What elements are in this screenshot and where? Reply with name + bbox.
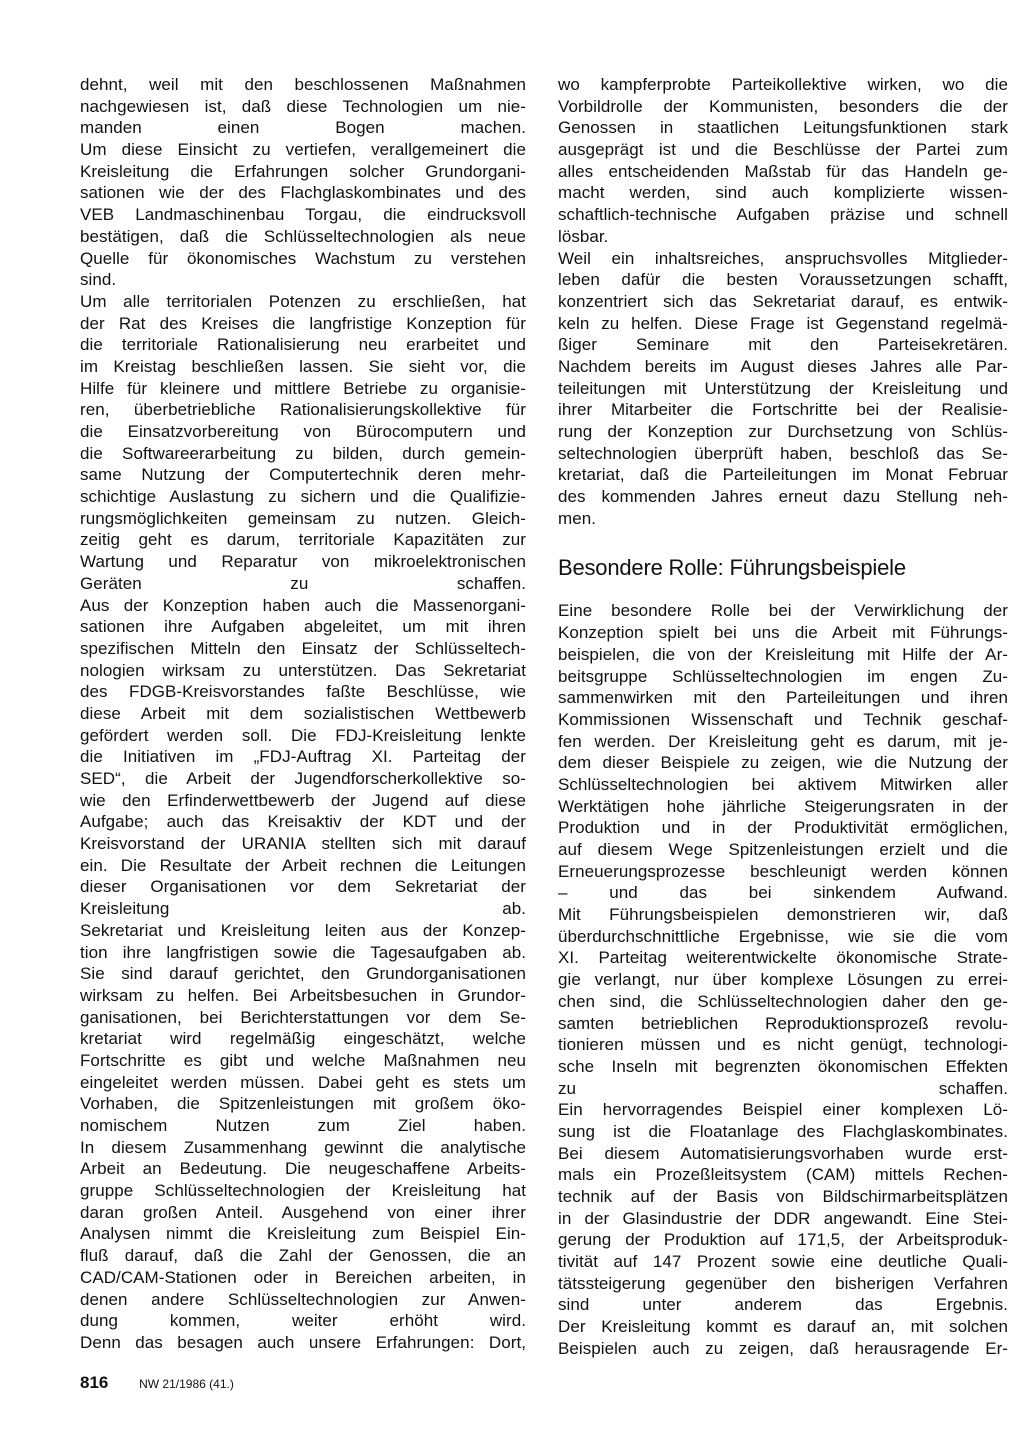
text-line: schaftlich-technische Aufgaben präzise und schnell <box>558 205 1008 225</box>
text-line: XI. Parteitag weiterentwickelte ökonomische Strate- <box>558 948 1008 968</box>
text-line: sind. <box>80 270 117 290</box>
text-line: Aufgabe; auch das Kreisaktiv der KDT und der <box>80 812 526 832</box>
text-line: der Rat des Kreises die langfristige Konzeption für <box>80 313 526 333</box>
text-line: gie verlangt, nur über komplexe Lösungen zu errei- <box>558 970 1008 990</box>
text-line: Geräten zu schaffen. <box>80 573 526 593</box>
text-line: men. <box>558 508 596 528</box>
text-line: mals ein Prozeßleitsystem (CAM) mittels Rechen- <box>558 1165 1008 1185</box>
text-line: ßiger Seminare mit den Parteisekretären. <box>558 335 1008 355</box>
text-line: Erneuerungsprozesse beschleunigt werden können <box>558 861 1008 881</box>
text-line: kretariat wird regelmäßig eingeschätzt, welche <box>80 1029 526 1049</box>
text-line: Sie sind darauf gerichtet, den Grundorganisationen <box>80 964 526 984</box>
text-line: sationen ihre Aufgaben abgeleitet, um mit ihren <box>80 617 526 637</box>
text-line: zeitig geht es darum, territoriale Kapazitäten zur <box>80 530 526 550</box>
text-line: tätssteigerung gegenüber den bisherigen Verfahren <box>558 1273 1008 1293</box>
text-line: Produktion und in der Produktivität ermöglichen, <box>558 818 1008 838</box>
text-line: Analysen nimmt die Kreisleitung zum Beispiel Ein- <box>80 1224 526 1244</box>
text-line: alles entscheidenden Maßstab für das Handeln ge- <box>558 161 1008 181</box>
text-line: keln zu helfen. Diese Frage ist Gegenstand regelmä- <box>558 313 1008 333</box>
text-line: leben dafür die besten Voraussetzungen schafft, <box>558 270 1008 290</box>
text-line: samten betrieblichen Reproduktionsprozeß revolu- <box>558 1013 1008 1033</box>
text-line: tionieren müssen und es nicht genügt, technologi- <box>558 1035 1008 1055</box>
text-line: wo kampferprobte Parteikollektive wirken, wo die <box>558 75 1008 94</box>
issue-reference: NW 21/1986 (41.) <box>139 1377 234 1391</box>
text-line: die territoriale Rationalisierung neu erarbeitet und <box>80 335 526 355</box>
text-line: schichtige Auslastung zu sichern und die Qualifizie- <box>80 487 526 507</box>
text-line: Wartung und Reparatur von mikroelektronischen <box>80 552 526 572</box>
text-line: Um diese Einsicht zu vertiefen, verallgemeinert die <box>80 140 526 160</box>
text-line: Vorbildrolle der Kommunisten, besonders die der <box>558 96 1008 116</box>
text-line: Quelle für ökonomisches Wachstum zu verstehen <box>80 248 526 268</box>
text-line: eingeleitet werden müssen. Dabei geht es stets um <box>80 1072 526 1092</box>
text-line: – und das bei sinkendem Aufwand. <box>558 883 1008 903</box>
text-line: Weil ein inhaltsreiches, anspruchsvolles Mitglieder- <box>558 248 1008 268</box>
text-line: sammenwirken mit den Parteileitungen und ihren <box>558 688 1008 708</box>
text-line: technik auf der Basis von Bildschirmarbeitsplätzen <box>558 1187 1008 1206</box>
text-line: dieser Organisationen vor dem Sekretariat der <box>80 877 526 897</box>
text-line: beitsgruppe Schlüsseltechnologien im engen Zu- <box>558 666 1008 686</box>
text-line: tivität auf 147 Prozent sowie eine deutliche Quali- <box>558 1252 1008 1272</box>
text-line: daran großen Anteil. Ausgehend von einer ihrer <box>80 1202 526 1222</box>
text-line: rungsmöglichkeiten gemeinsam zu nutzen. Gleich- <box>80 508 526 528</box>
text-line: gefördert werden soll. Die FDJ-Kreisleitung lenkte <box>80 725 526 745</box>
text-line: ren, überbetriebliche Rationalisierungskollektive für <box>80 400 526 420</box>
text-line: dehnt, weil mit den beschlossenen Maßnahmen <box>80 75 526 94</box>
text-line: Um alle territorialen Potenzen zu erschließen, hat <box>80 291 526 311</box>
text-line: des FDGB-Kreisvorstandes faßte Beschlüsse, wie <box>80 682 526 702</box>
text-line: sung ist die Floatanlage des Flachglaskombinates. <box>558 1121 1008 1141</box>
text-line: überdurchschnittliche Ergebnisse, wie sie die vom <box>558 926 1008 946</box>
text-line: auf diesem Wege Spitzenleistungen erzielt und die <box>558 840 1008 859</box>
text-line: des kommenden Jahres erneut dazu Stellung neh- <box>558 487 1008 507</box>
right-text-column <box>558 74 1008 1360</box>
right-column-bottom-text <box>558 600 1008 1359</box>
text-line: ein. Die Resultate der Arbeit rechnen die Leitungen <box>80 855 526 875</box>
text-line: Denn das besagen auch unsere Erfahrungen: Dort, <box>80 1332 526 1352</box>
text-line: wirksam zu helfen. Bei Arbeitsbesuchen in Grundor- <box>80 985 526 1005</box>
text-line: beispielen, die von der Kreisleitung mit Hilfe der Ar- <box>558 644 1008 664</box>
text-line: kretariat, daß die Parteileitungen im Monat Februar <box>558 465 1008 485</box>
text-line: denen andere Schlüsseltechnologien zur Anwen- <box>80 1289 526 1309</box>
text-line: fluß darauf, daß die Zahl der Genossen, die an <box>80 1246 526 1266</box>
text-line: wie den Erfinderwettbewerb der Jugend auf diese <box>80 790 526 810</box>
right-column-top-text <box>558 74 1008 529</box>
text-line: teileitungen mit Unterstützung der Kreisleitung und <box>558 378 1008 398</box>
text-line: Mit Führungsbeispielen demonstrieren wir, daß <box>558 905 1008 925</box>
text-line: rung der Konzeption zur Durchsetzung von Schlüs- <box>558 422 1008 441</box>
text-line: Fortschritte es gibt und welche Maßnahmen neu <box>80 1050 526 1070</box>
text-line: Arbeit an Bedeutung. Die neugeschaffene Arbeits- <box>80 1159 526 1179</box>
text-line: Beispielen auch zu zeigen, daß herausragende Er- <box>558 1338 1008 1358</box>
text-line: spezifischen Mitteln den Einsatz der Schlüsseltech- <box>80 638 526 658</box>
text-line: Werktätigen hohe jährliche Steigerungsraten in der <box>558 796 1008 816</box>
text-line: konzentriert sich das Sekretariat darauf, es entwik- <box>558 291 1008 311</box>
text-line: ausgeprägt ist und die Beschlüsse der Partei zum <box>558 140 1008 160</box>
text-line: ihrer Mitarbeiter die Fortschritte bei der Realisie- <box>558 400 1008 420</box>
text-line: VEB Landmaschinenbau Torgau, die eindrucksvoll <box>80 205 526 225</box>
text-line: dem dieser Beispiele zu zeigen, wie die Nutzung der <box>558 753 1008 773</box>
text-line: Hilfe für kleinere und mittlere Betriebe zu organisie- <box>80 378 526 398</box>
text-line: seltechnologien überprüft haben, beschloß das Se- <box>558 443 1008 463</box>
text-line: Schlüsseltechnologien bei aktivem Mitwirken aller <box>558 774 1008 794</box>
text-line: ganisationen, bei Berichterstattungen vor dem Se- <box>80 1007 526 1027</box>
text-line: gerung der Produktion auf 171,5, der Arbeitsproduk- <box>558 1230 1008 1250</box>
text-line: macht werden, sind auch komplizierte wissen- <box>558 183 1008 203</box>
text-line: diese Arbeit mit dem sozialistischen Wettbewerb <box>80 703 526 723</box>
text-line: sind unter anderem das Ergebnis. <box>558 1295 1008 1315</box>
text-line: Eine besondere Rolle bei der Verwirklichung der <box>558 601 1008 621</box>
left-text-column <box>80 74 526 1354</box>
text-line: im Kreistag beschließen lassen. Sie sieht vor, die <box>80 356 526 376</box>
text-line: Bei diesem Automatisierungsvorhaben wurde erst- <box>558 1143 1008 1163</box>
page-footer <box>80 1373 234 1393</box>
text-line: die Softwareerarbeitung zu bilden, durch gemein- <box>80 443 526 463</box>
text-line: Kreisvorstand der URANIA stellten sich mit darauf <box>80 834 526 854</box>
text-line: Sekretariat und Kreisleitung leiten aus der Konzep- <box>80 920 526 940</box>
text-line: Kreisleitung die Erfahrungen solcher Grundorgani- <box>80 161 526 181</box>
text-line: sche Inseln mit begrenzten ökonomischen Effekten <box>558 1056 1008 1076</box>
text-line: same Nutzung der Computertechnik deren mehr- <box>80 465 526 485</box>
text-line: Nachdem bereits im August dieses Jahres alle Par- <box>558 356 1008 376</box>
text-line: Genossen in staatlichen Leitungsfunktionen stark <box>558 118 1008 138</box>
text-line: bestätigen, daß die Schlüsseltechnologien als neue <box>80 226 526 246</box>
text-line: Aus der Konzeption haben auch die Massenorgani- <box>80 595 526 615</box>
text-line: dung kommen, weiter erhöht wird. <box>80 1311 526 1331</box>
text-line: tion ihre langfristigen sowie die Tagesaufgaben ab. <box>80 942 526 962</box>
text-line: lösbar. <box>558 226 609 246</box>
text-line: in der Glasindustrie der DDR angewandt. Eine Stei- <box>558 1208 1008 1228</box>
text-line: Der Kreisleitung kommt es darauf an, mit solchen <box>558 1317 1008 1337</box>
text-line: gruppe Schlüsseltechnologien der Kreisleitung hat <box>80 1181 526 1201</box>
text-line: die Einsatzvorbereitung von Bürocomputern und <box>80 422 526 441</box>
text-line: Vorhaben, die Spitzenleistungen mit großem öko- <box>80 1094 526 1114</box>
text-line: CAD/CAM-Stationen oder in Bereichen arbeiten, in <box>80 1267 526 1287</box>
text-line: manden einen Bogen machen. <box>80 118 526 138</box>
text-line: Kreisleitung ab. <box>80 899 526 919</box>
text-line: Ein hervorragendes Beispiel einer komplexen Lö- <box>558 1100 1008 1120</box>
text-line: Kommissionen Wissenschaft und Technik geschaf- <box>558 709 1008 729</box>
text-line: die Initiativen im „FDJ-Auftrag XI. Parteitag der <box>80 747 526 767</box>
text-line: SED“, die Arbeit der Jugendforscherkollektive so- <box>80 769 526 788</box>
page-number: 816 <box>80 1373 109 1392</box>
text-line: nomischem Nutzen zum Ziel haben. <box>80 1116 526 1135</box>
text-line: chen sind, die Schlüsseltechnologien daher den ge- <box>558 991 1008 1011</box>
text-line: zu schaffen. <box>558 1078 1008 1098</box>
text-line: In diesem Zusammenhang gewinnt die analytische <box>80 1137 526 1157</box>
text-line: sationen wie der des Flachglaskombinates und des <box>80 183 526 203</box>
text-line: nachgewiesen ist, daß diese Technologien um nie- <box>80 96 526 116</box>
text-line: fen werden. Der Kreisleitung geht es darum, mit je- <box>558 731 1008 751</box>
text-line: nologien wirksam zu unterstützen. Das Sekretariat <box>80 660 526 680</box>
section-heading: Besondere Rolle: Führungsbeispiele <box>558 555 906 581</box>
text-line: Konzeption spielt bei uns die Arbeit mit Führungs- <box>558 623 1008 643</box>
